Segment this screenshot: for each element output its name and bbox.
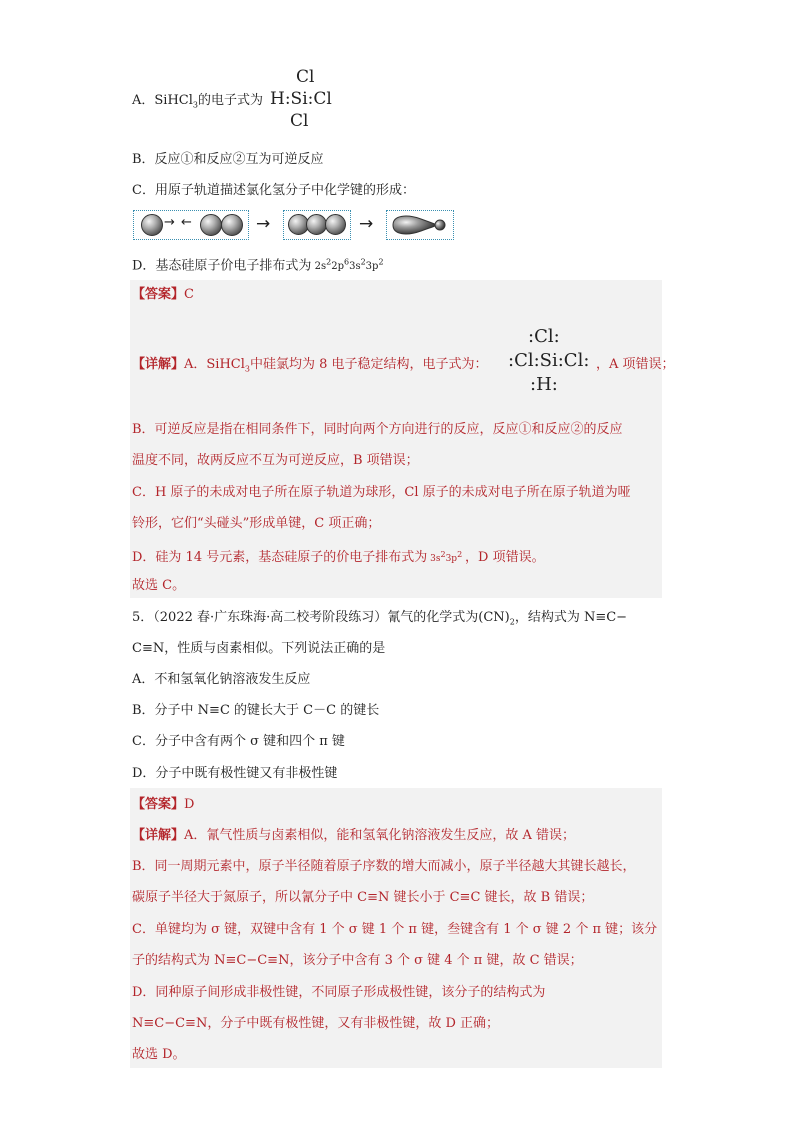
cl-p-orbital-lobe-right xyxy=(325,214,346,235)
q5-detail-d-line2: N≡C−C≡N，分子中既有极性键，又有非极性键，故 D 正确； xyxy=(132,1016,500,1031)
q4-option-b: B．反应①和反应②互为可逆反应 xyxy=(132,152,324,167)
electron-dot-formula-full: :Cl: :Cl:Si:Cl: :H: xyxy=(508,326,590,395)
q4-detail-d: D．硅为 14 号元素，基态硅原子的价电子排布式为 3s23p2 ，D 项错误。 xyxy=(132,550,545,565)
q4-detail-b-line2: 温度不同，故两反应不互为可逆反应，B 项错误； xyxy=(132,453,419,468)
q4-option-d: D．基态硅原子价电子排布式为 $2s^22p^63s^23p^2$ xyxy=(132,258,384,274)
q5-answer: 【答案】D xyxy=(132,797,195,812)
q5-option-b: B．分子中 N≡C 的键长大于 C－C 的键长 xyxy=(132,703,380,718)
arrow-left-icon: ← xyxy=(181,215,192,230)
q4-detail-a-suffix: ，A 项错误； xyxy=(596,357,675,372)
q5-detail-c-line2: 子的结构式为 N≡C−C≡N，该分子中含有 3 个 σ 键 4 个 π 键，故 C 错误； xyxy=(132,953,583,968)
cl-p-orbital-lobe-left xyxy=(306,214,327,235)
q5-detail-a: 【详解】A．氰气性质与卤素相似，能和氢氧化钠溶液发生反应，故 A 错误； xyxy=(132,828,576,843)
q4-detail-b-line1: B．可逆反应是指在相同条件下，同时向两个方向进行的反应，反应①和反应②的反应 xyxy=(132,422,623,437)
q5-detail-b-line2: 碳原子半径大于氮原子，所以氰分子中 C≡N 键长小于 C≡C 键长，故 B 错误； xyxy=(132,890,594,905)
cl-p-orbital-lobe-right xyxy=(221,214,243,236)
q5-detail-d-line1: D．同种原子间形成非极性键，不同原子形成极性键，该分子的结构式为 xyxy=(132,985,546,1000)
arrow-right-icon: → xyxy=(359,214,374,234)
arrow-right-icon: → xyxy=(256,214,271,234)
q5-stem-line2: C≡N，性质与卤素相似。下列说法正确的是 xyxy=(132,641,386,656)
q4-option-c: C．用原子轨道描述氯化氢分子中化学键的形成： xyxy=(132,183,415,198)
valence-config-detail-d: 3s23p2 xyxy=(430,550,463,564)
sigma-bond-orbital xyxy=(387,211,453,239)
diagram-box-bonded xyxy=(386,210,454,240)
electron-dot-formula-sihcl3: Cl H:Si:Cl Cl xyxy=(270,67,332,131)
h-s-orbital xyxy=(141,214,163,236)
diagram-box-approach xyxy=(283,210,351,240)
q5-detail-c-line1: C．单键均为 σ 键，双键中含有 1 个 σ 键 1 个 π 键，叁键含有 1 个 σ 键 2 个 π 键；该分 xyxy=(132,922,658,937)
valence-config-option-d: $2s^22p^63s^23p^2$ xyxy=(314,258,384,273)
q5-conclusion: 故选 D。 xyxy=(132,1047,186,1062)
q5-stem-line1: 5．（2022 春·广东珠海·高二校考阶段练习）氰气的化学式为$(CN)_2$，结构式为 N≡C− xyxy=(132,610,628,627)
q4-option-a: A．SiHCl$_3$的电子式为 xyxy=(132,93,264,110)
q5-option-c: C．分子中含有两个 σ 键和四个 π 键 xyxy=(132,734,345,749)
cl-p-orbital-lobe-left xyxy=(200,214,222,236)
q4-detail-c-line2: 铃形，它们“头碰头”形成单键，C 项正确； xyxy=(132,516,381,531)
q4-detail-c-line1: C．H 原子的未成对电子所在原子轨道为球形，Cl 原子的未成对电子所在原子轨道为哑 xyxy=(132,485,631,500)
q4-answer: 【答案】C xyxy=(132,287,194,302)
arrow-right-icon: → xyxy=(164,215,175,230)
q5-option-d: D．分子中既有极性键又有非极性键 xyxy=(132,766,338,781)
q5-option-a: A．不和氢氧化钠溶液发生反应 xyxy=(132,672,311,687)
q4-detail-a: 【详解】A．SiHCl$_3$中硅氯均为 8 电子稳定结构，电子式为： xyxy=(132,357,488,374)
q5-detail-b-line1: B．同一周期元素中，原子半径随着原子序数的增大而减小，原子半径越大其键长越长， xyxy=(132,859,636,874)
q4-conclusion: 故选 C。 xyxy=(132,578,186,593)
diagram-box-separate xyxy=(133,210,249,240)
